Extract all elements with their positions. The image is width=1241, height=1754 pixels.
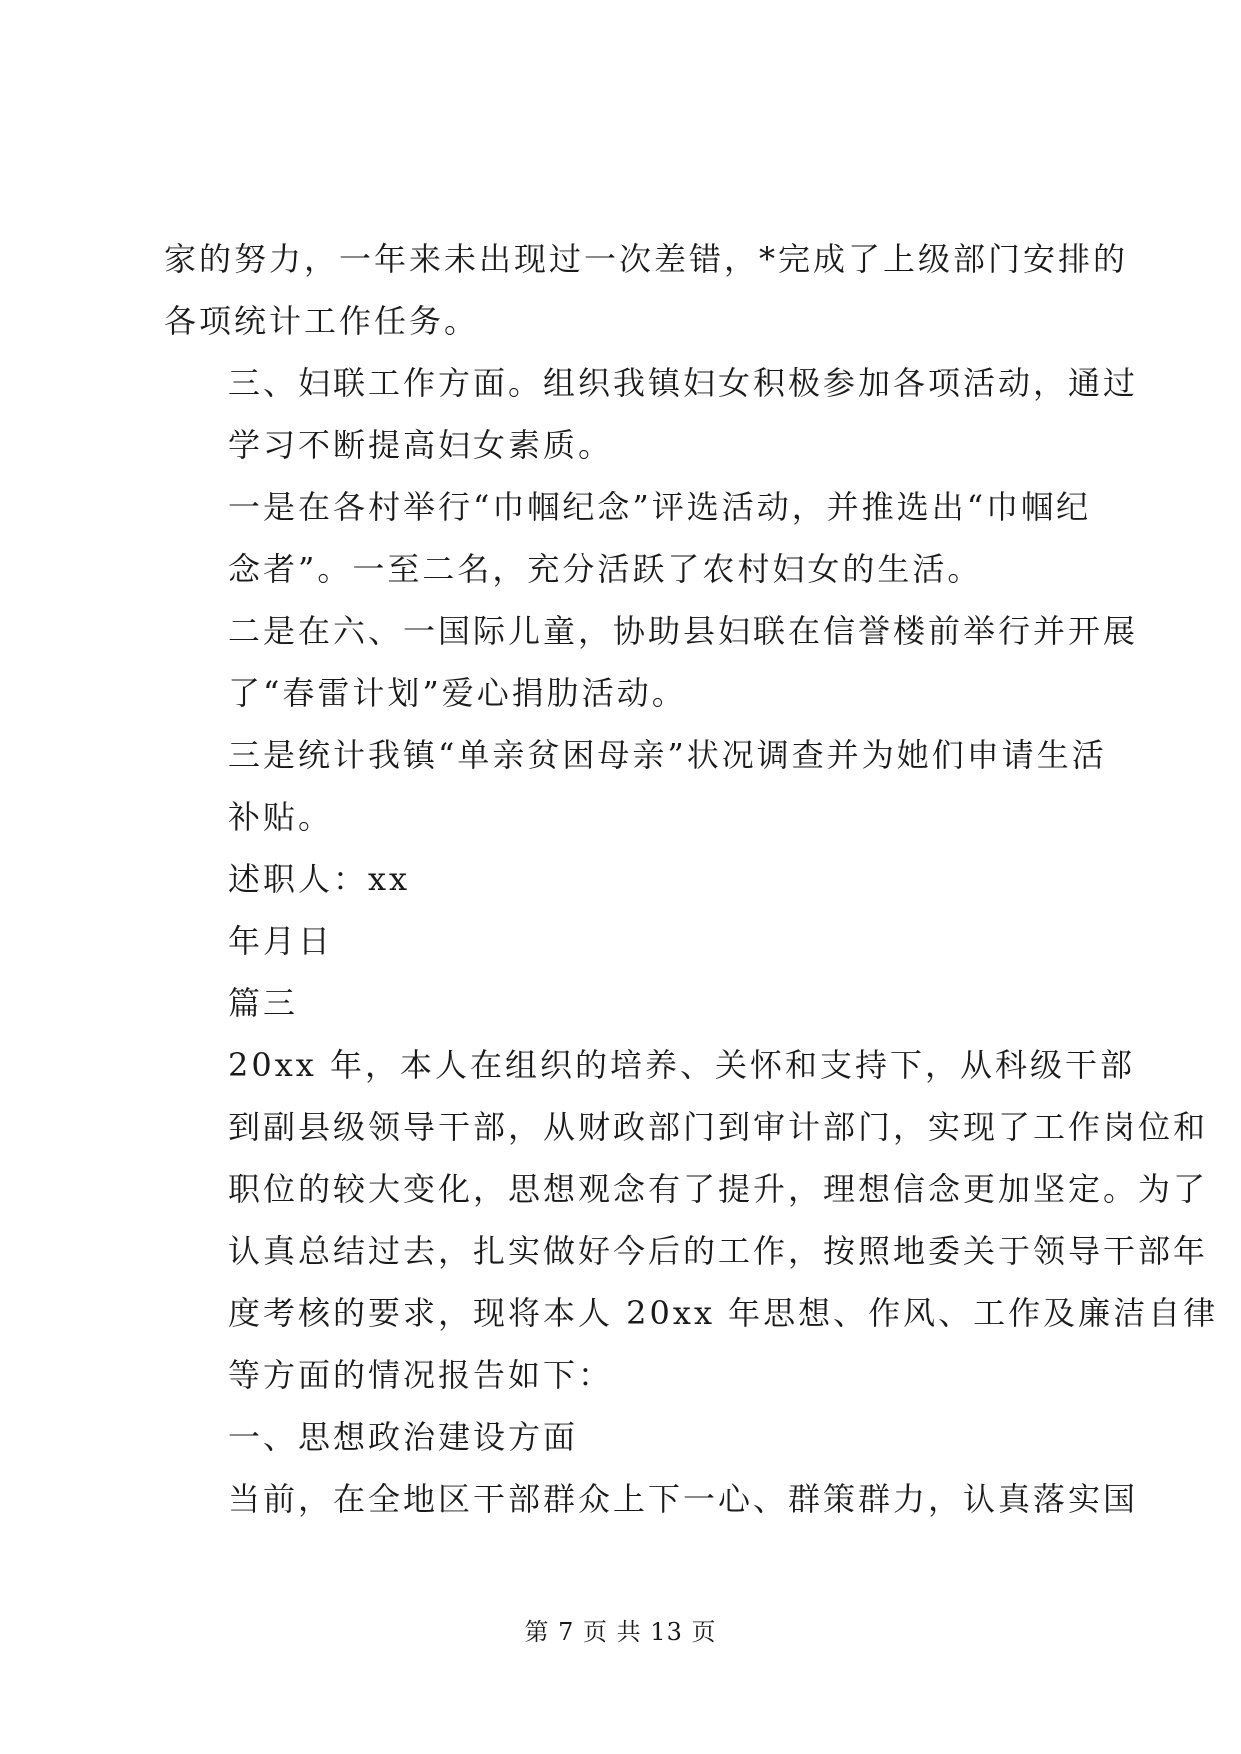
paragraph-intro — [164, 1034, 1219, 1406]
text-line: 当前，在全地区干部群众上下一心、群策群力，认真落实国 — [228, 1480, 1139, 1518]
text-line: 20xx 年，本人在组织的培养、关怀和支持下，从科级干部 — [228, 1046, 1135, 1084]
subheading-ideology — [164, 1406, 1084, 1468]
text-line: 年月日 — [228, 922, 334, 960]
text-line: 一、思想政治建设方面 — [228, 1418, 579, 1456]
text-line: 念者”。一至二名，充分活跃了农村妇女的生活。 — [228, 550, 983, 588]
text-line: 述职人：xx — [228, 860, 411, 898]
date-line — [164, 910, 1084, 972]
text-line: 一是在各村举行“巾帼纪念”评选活动，并推选出“巾帼纪 — [228, 488, 1092, 526]
document-body — [164, 228, 1219, 1530]
paragraph-item-three — [164, 724, 1107, 848]
text-line: 职位的较大变化，思想观念有了提升，理想信念更加坚定。为了 — [228, 1170, 1209, 1208]
text-line: 补贴。 — [228, 798, 334, 836]
paragraph-statistics-end — [164, 228, 1129, 352]
text-line: 各项统计工作任务。 — [164, 302, 480, 340]
text-line: 三是统计我镇“单亲贫困母亲”状况调查并为她们申请生活 — [228, 736, 1107, 774]
paragraph-item-one — [164, 476, 1092, 600]
text-line: 二是在六、一国际儿童，协助县妇联在信誉楼前举行并开展 — [228, 612, 1139, 650]
text-line: 度考核的要求，现将本人 20xx 年思想、作风、工作及廉洁自律 — [228, 1294, 1219, 1332]
text-line: 认真总结过去，扎实做好今后的工作，按照地委关于领导干部年 — [228, 1232, 1209, 1270]
signature-line — [164, 848, 1084, 910]
text-line: 家的努力，一年来未出现过一次差错，*完成了上级部门安排的 — [164, 240, 1129, 278]
paragraph-item-two — [164, 600, 1139, 724]
text-line: 三、妇联工作方面。组织我镇妇女积极参加各项活动，通过 — [228, 364, 1139, 402]
section-heading — [164, 972, 1084, 1034]
text-line: 等方面的情况报告如下： — [228, 1356, 614, 1394]
paragraph-current — [164, 1468, 1139, 1530]
text-line: 到副县级领导干部，从财政部门到审计部门，实现了工作岗位和 — [228, 1108, 1209, 1146]
page-number: 第 7 页 共 13 页 — [524, 1618, 717, 1646]
text-line: 了“春雷计划”爱心捐肋活动。 — [228, 674, 687, 712]
text-line: 学习不断提高妇女素质。 — [228, 426, 614, 464]
page-footer — [0, 1612, 1241, 1647]
text-line: 篇三 — [228, 984, 299, 1022]
paragraph-womens-federation — [164, 352, 1139, 476]
